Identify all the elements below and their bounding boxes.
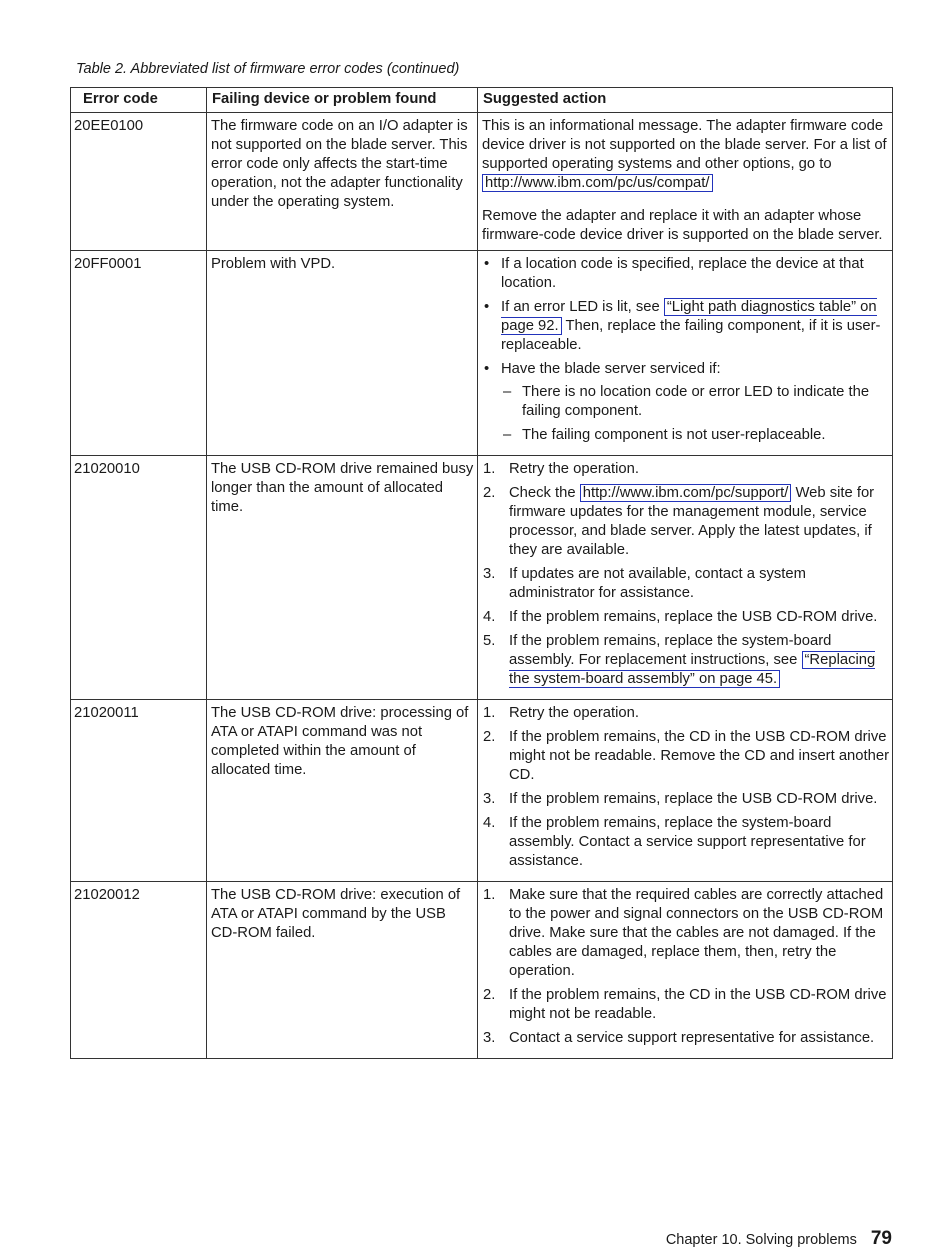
table-row xyxy=(71,700,893,882)
error-code-cell: 21020010 xyxy=(71,456,207,700)
list-item: 2. Check the http://www.ibm.com/pc/support/ Web site for firmware updates for the management module, service processor, and blade server. Apply the latest updates, if they are available. xyxy=(483,485,875,558)
numbered-list xyxy=(482,460,889,689)
table-row xyxy=(71,251,893,456)
header-suggested-action: Suggested action xyxy=(478,88,893,113)
support-link[interactable]: http://www.ibm.com/pc/support/ xyxy=(580,484,792,502)
action-paragraph: Remove the adapter and replace it with an adapter whose firmware-code device driver is supported on the blade server. xyxy=(482,208,883,243)
bullet-marker: • xyxy=(484,361,490,377)
error-code-cell: 21020011 xyxy=(71,700,207,882)
list-item: 1. Retry the operation. xyxy=(483,705,639,721)
compat-link[interactable]: http://www.ibm.com/pc/us/compat/ xyxy=(482,174,713,192)
problem-cell: The USB CD-ROM drive: processing of ATA or ATAPI command was not completed within the amount of allocated time. xyxy=(207,700,478,882)
table-header-row xyxy=(71,88,893,113)
list-item: • If an error LED is lit, see “Light path diagnostics table” on page 92. Then, replace the failing component, if it is user-replaceable. xyxy=(484,299,881,353)
problem-cell: The USB CD-ROM drive: execution of ATA or ATAPI command by the USB CD-ROM failed. xyxy=(207,882,478,1059)
list-item: 4. If the problem remains, replace the USB CD-ROM drive. xyxy=(483,609,878,625)
list-item: 2. If the problem remains, the CD in the USB CD-ROM drive might not be readable. Remove the CD and insert another CD. xyxy=(483,729,890,783)
header-failing-device: Failing device or problem found xyxy=(207,88,478,113)
list-item: 3. If the problem remains, replace the USB CD-ROM drive. xyxy=(483,791,878,807)
problem-cell: The USB CD-ROM drive remained busy longer than the amount of allocated time. xyxy=(207,456,478,700)
bullet-marker: • xyxy=(484,256,490,272)
error-code-cell: 20EE0100 xyxy=(71,113,207,251)
problem-cell: Problem with VPD. xyxy=(207,251,478,456)
error-code-cell: 21020012 xyxy=(71,882,207,1059)
bullet-list xyxy=(482,255,889,445)
action-cell xyxy=(478,882,893,1059)
list-item: – The failing component is not user-replaceable. xyxy=(503,427,826,443)
page-number: 79 xyxy=(870,1228,892,1249)
action-cell xyxy=(478,700,893,882)
action-text: This is an informational message. The adapter firmware code device driver is not supported on the blade server. For a list of supported operating systems and other options, go to xyxy=(482,118,887,172)
numbered-list xyxy=(482,886,889,1048)
action-cell xyxy=(478,456,893,700)
table-row xyxy=(71,456,893,700)
dash-list xyxy=(501,383,889,445)
list-item: 2. If the problem remains, the CD in the USB CD-ROM drive might not be readable. xyxy=(483,987,887,1022)
table-row xyxy=(71,882,893,1059)
action-cell xyxy=(478,113,893,251)
list-item: 1. Retry the operation. xyxy=(483,461,639,477)
system-board-link[interactable]: “Replacing the system-board assembly” on page 45. xyxy=(509,652,876,687)
numbered-list xyxy=(482,704,889,871)
action-cell xyxy=(478,251,893,456)
light-path-link[interactable]: “Light path diagnostics table” on page 92. xyxy=(501,299,877,334)
table-caption: Table 2. Abbreviated list of firmware error codes (continued) xyxy=(76,61,460,77)
list-item: 1. Make sure that the required cables are correctly attached to the power and signal connectors on the USB CD-ROM drive. Make sure that the cables are not damaged. If the cables are damaged, replace them, then, retry the operation. xyxy=(483,887,884,979)
list-item: 4. If the problem remains, replace the system-board assembly. Contact a service support representative for assistance. xyxy=(483,815,866,869)
list-item: 5. If the problem remains, replace the system-board assembly. For replacement instructions, see “Replacing the system-board assembly” on page 45. xyxy=(483,633,876,687)
table-row xyxy=(71,113,893,251)
problem-cell: The firmware code on an I/O adapter is not supported on the blade server. This error code only affects the start-time operation, not the adapter functionality under the operating system. xyxy=(207,113,478,251)
bullet-marker: • xyxy=(484,299,490,315)
list-item: 3. Contact a service support representative for assistance. xyxy=(483,1030,875,1046)
dash-marker: – xyxy=(503,427,512,443)
list-item: 3. If updates are not available, contact a system administrator for assistance. xyxy=(483,566,806,601)
action-paragraph xyxy=(482,117,889,193)
header-error-code: Error code xyxy=(71,88,207,113)
list-item: • If a location code is specified, replace the device at that location. xyxy=(484,256,864,291)
chapter-title: Chapter 10. Solving problems xyxy=(665,1232,857,1248)
page-footer xyxy=(666,1228,892,1250)
error-code-cell: 20FF0001 xyxy=(71,251,207,456)
list-item: – There is no location code or error LED to indicate the failing component. xyxy=(503,384,870,419)
firmware-error-table xyxy=(70,87,893,1059)
list-item: • Have the blade server serviced if: – There is no location code or error LED to indicate the failing component. – The failing component is not user-replaceable. xyxy=(482,360,889,445)
dash-marker: – xyxy=(503,384,512,400)
